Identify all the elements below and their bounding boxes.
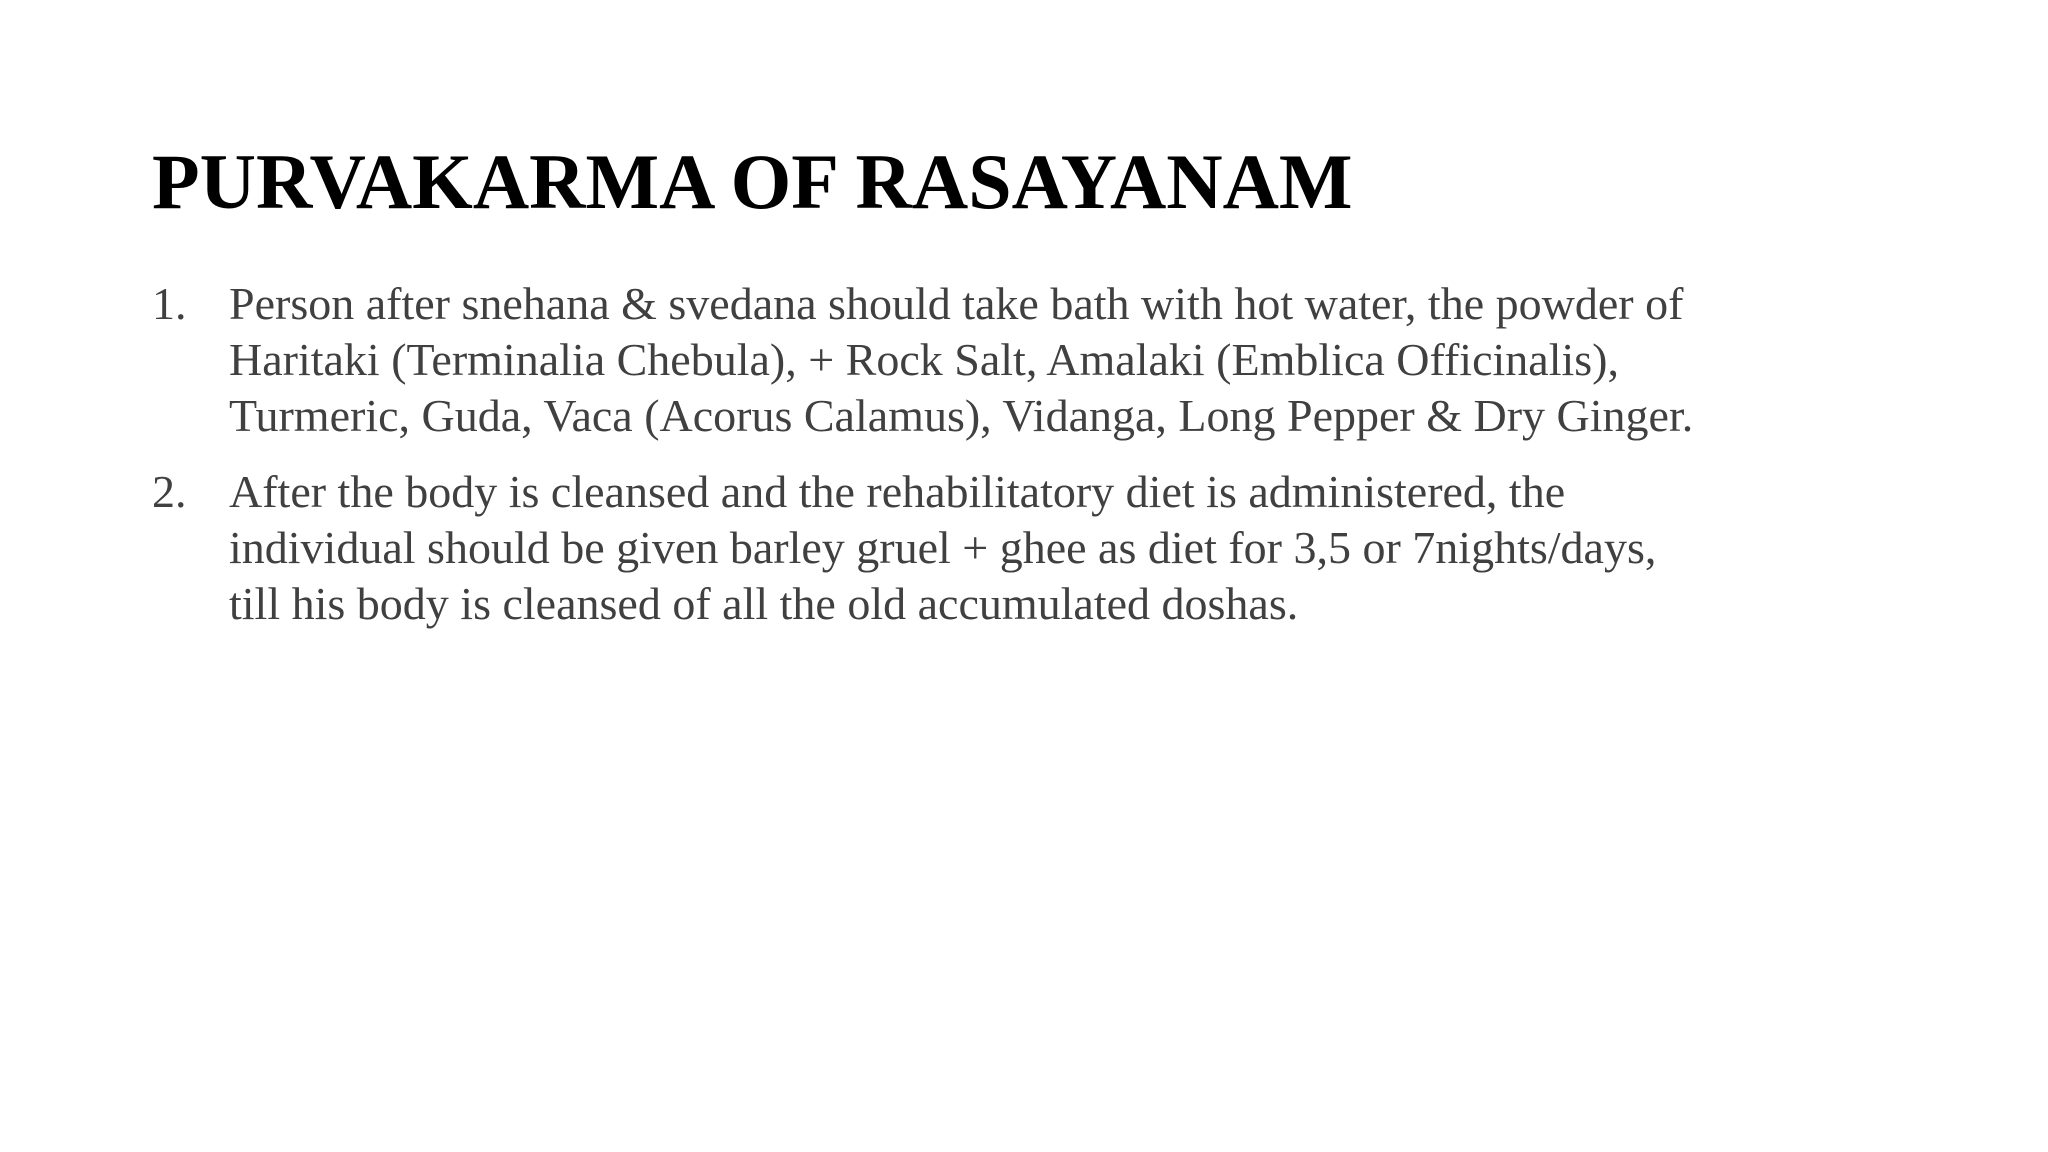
list-item-number: 2.: [152, 466, 187, 517]
slide-title: PURVAKARMA OF RASAYANAM: [152, 138, 1353, 225]
list-item-text: After the body is cleansed and the rehabilitatory diet is administered, the individual should be given barley gruel + ghee as diet for 3,5 or 7nights/days, till his body is cleansed of all the old accumulated doshas.: [229, 466, 1657, 629]
list-item-number: 1.: [152, 278, 187, 329]
list-item: [152, 276, 1712, 444]
list-item: [152, 464, 1712, 632]
content-list: [152, 276, 1712, 652]
list-item-text: Person after snehana & svedana should take bath with hot water, the powder of Haritaki (Terminalia Chebula), + Rock Salt, Amalaki (Emblica Officinalis), Turmeric, Guda, Vaca (Acorus Calamus), Vidanga, Long Pepper & Dry Ginger.: [229, 278, 1694, 441]
